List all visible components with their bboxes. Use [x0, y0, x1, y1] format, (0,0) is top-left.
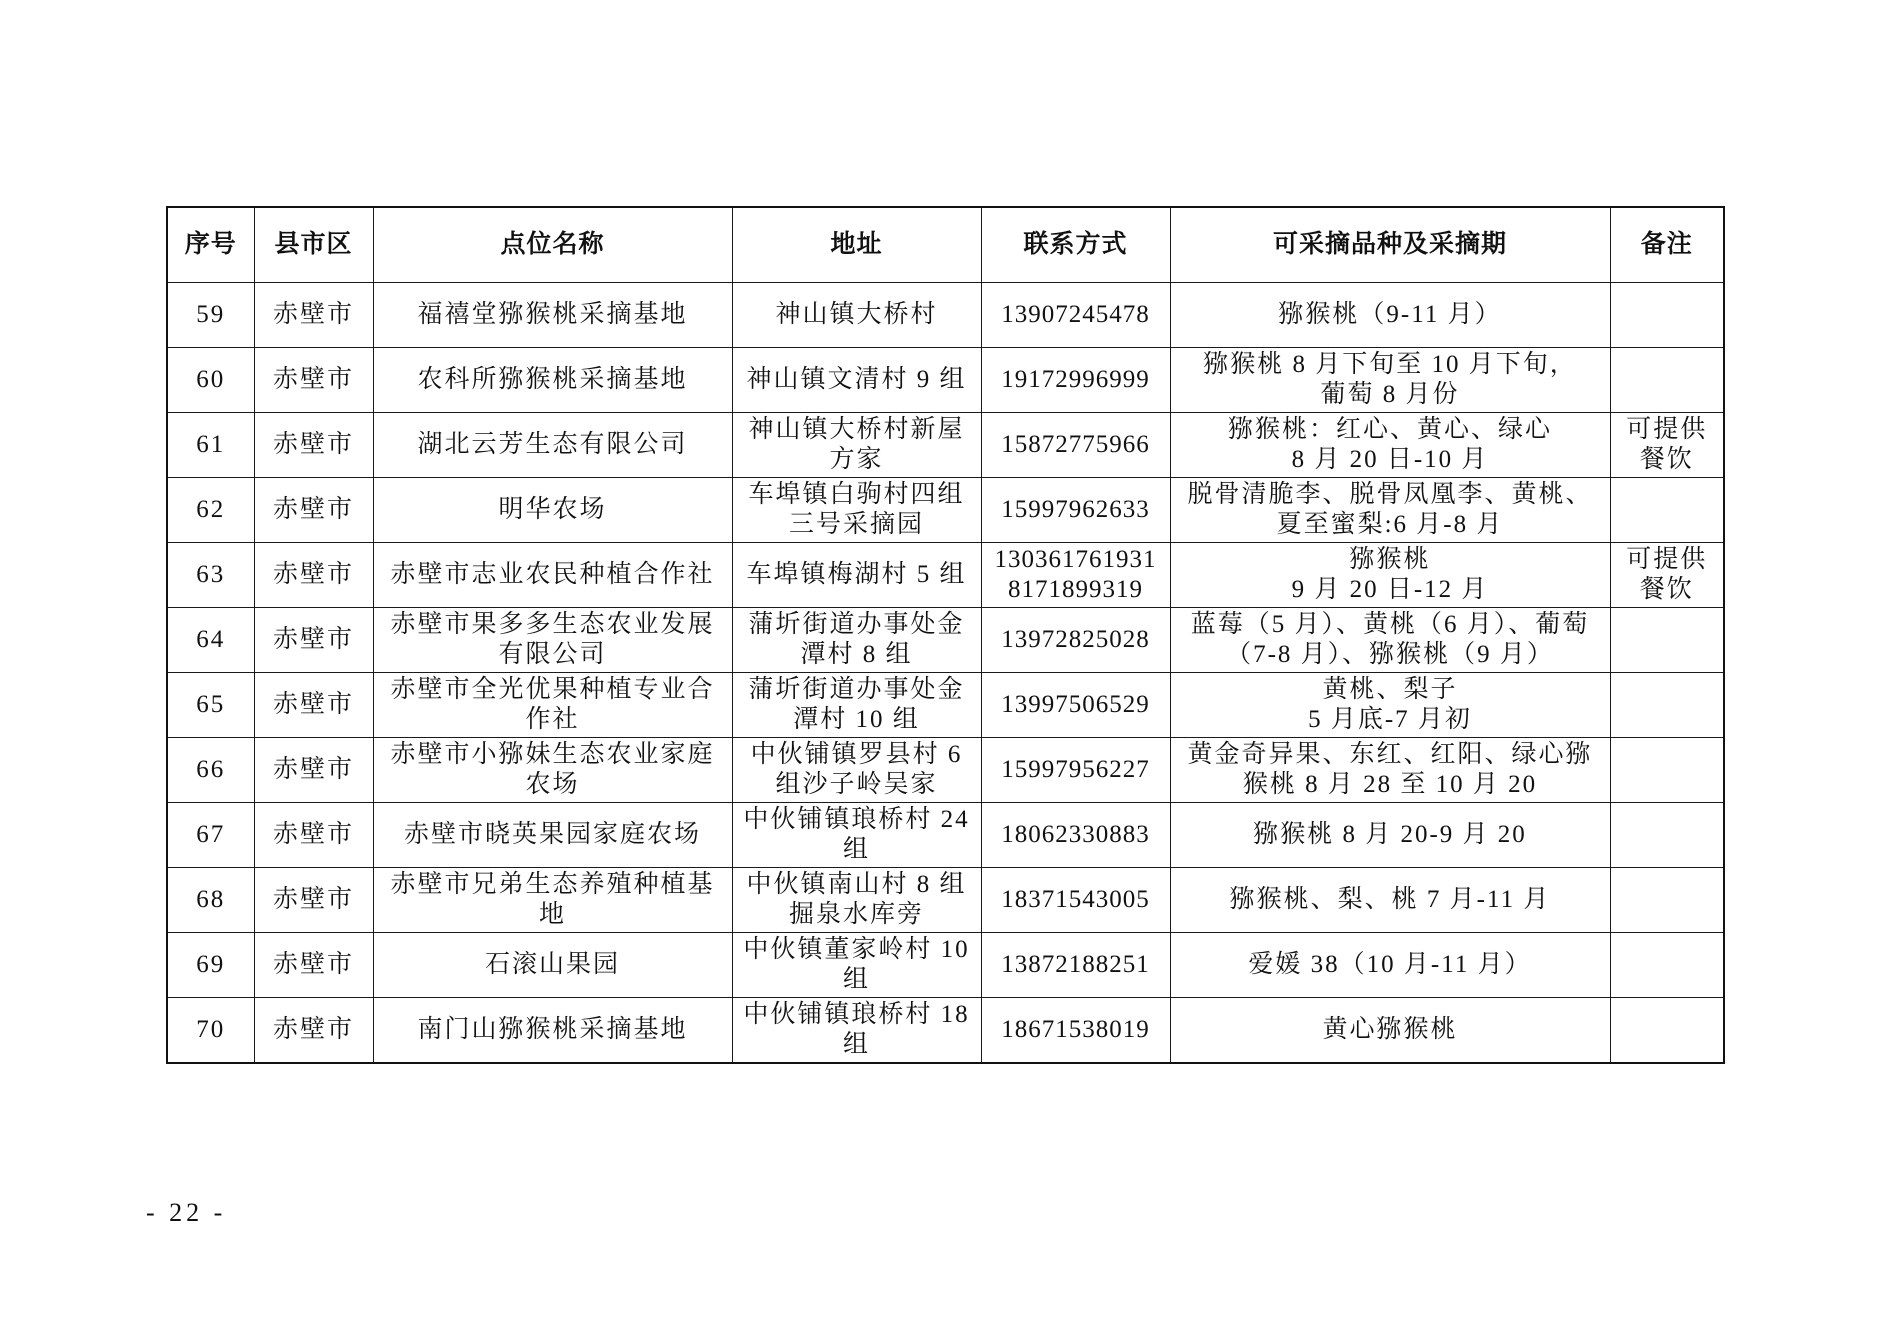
cell-remarks	[1610, 868, 1724, 933]
cell-contact: 15997962633	[981, 478, 1170, 543]
cell-site-name: 赤壁市果多多生态农业发展 有限公司	[373, 608, 732, 673]
header-row-number: 序号	[167, 207, 254, 283]
header-site-name: 点位名称	[373, 207, 732, 283]
cell-remarks	[1610, 348, 1724, 413]
cell-remarks	[1610, 933, 1724, 998]
cell-site-name: 赤壁市小猕妹生态农业家庭 农场	[373, 738, 732, 803]
cell-address: 中伙铺镇琅桥村 24 组	[732, 803, 981, 868]
cell-varieties-period: 蓝莓（5 月）、黄桃（6 月）、葡萄 （7-8 月）、猕猴桃（9 月）	[1170, 608, 1610, 673]
cell-row-number: 65	[167, 673, 254, 738]
cell-remarks	[1610, 673, 1724, 738]
header-varieties-period: 可采摘品种及采摘期	[1170, 207, 1610, 283]
cell-county: 赤壁市	[254, 933, 373, 998]
cell-address: 中伙铺镇罗县村 6 组沙子岭吴家	[732, 738, 981, 803]
cell-row-number: 66	[167, 738, 254, 803]
cell-contact: 13872188251	[981, 933, 1170, 998]
cell-address: 蒲圻街道办事处金 潭村 8 组	[732, 608, 981, 673]
cell-contact: 18062330883	[981, 803, 1170, 868]
cell-address: 车埠镇梅湖村 5 组	[732, 543, 981, 608]
cell-row-number: 60	[167, 348, 254, 413]
table-row	[167, 413, 1724, 478]
cell-address: 车埠镇白驹村四组 三号采摘园	[732, 478, 981, 543]
cell-county: 赤壁市	[254, 998, 373, 1064]
cell-site-name: 南门山猕猴桃采摘基地	[373, 998, 732, 1064]
cell-contact: 13972825028	[981, 608, 1170, 673]
cell-row-number: 64	[167, 608, 254, 673]
table-row	[167, 348, 1724, 413]
table-row	[167, 283, 1724, 348]
table-row	[167, 933, 1724, 998]
table-row	[167, 608, 1724, 673]
cell-site-name: 福禧堂猕猴桃采摘基地	[373, 283, 732, 348]
cell-remarks	[1610, 283, 1724, 348]
cell-contact: 18371543005	[981, 868, 1170, 933]
cell-contact: 13997506529	[981, 673, 1170, 738]
cell-county: 赤壁市	[254, 348, 373, 413]
cell-row-number: 69	[167, 933, 254, 998]
table-body	[167, 283, 1724, 1064]
table-row	[167, 998, 1724, 1064]
table-row	[167, 738, 1724, 803]
cell-county: 赤壁市	[254, 543, 373, 608]
header-contact: 联系方式	[981, 207, 1170, 283]
cell-remarks	[1610, 738, 1724, 803]
cell-county: 赤壁市	[254, 803, 373, 868]
cell-site-name: 农科所猕猴桃采摘基地	[373, 348, 732, 413]
cell-varieties-period: 爱媛 38（10 月-11 月）	[1170, 933, 1610, 998]
cell-varieties-period: 黄金奇异果、东红、红阳、绿心猕 猴桃 8 月 28 至 10 月 20	[1170, 738, 1610, 803]
cell-varieties-period: 脱骨清脆李、脱骨凤凰李、黄桃、 夏至蜜梨:6 月-8 月	[1170, 478, 1610, 543]
cell-varieties-period: 猕猴桃（9-11 月）	[1170, 283, 1610, 348]
header-address: 地址	[732, 207, 981, 283]
table-row	[167, 868, 1724, 933]
cell-row-number: 61	[167, 413, 254, 478]
cell-remarks: 可提供 餐饮	[1610, 543, 1724, 608]
cell-site-name: 湖北云芳生态有限公司	[373, 413, 732, 478]
cell-site-name: 赤壁市志业农民种植合作社	[373, 543, 732, 608]
table-row	[167, 673, 1724, 738]
cell-varieties-period: 猕猴桃 9 月 20 日-12 月	[1170, 543, 1610, 608]
cell-address: 神山镇文清村 9 组	[732, 348, 981, 413]
table-header	[167, 207, 1724, 283]
cell-county: 赤壁市	[254, 478, 373, 543]
cell-address: 中伙镇南山村 8 组 掘泉水库旁	[732, 868, 981, 933]
cell-row-number: 59	[167, 283, 254, 348]
cell-contact: 130361761931 8171899319	[981, 543, 1170, 608]
picking-sites-table	[166, 206, 1725, 1064]
cell-row-number: 70	[167, 998, 254, 1064]
cell-varieties-period: 猕猴桃、梨、桃 7 月-11 月	[1170, 868, 1610, 933]
cell-remarks	[1610, 478, 1724, 543]
cell-row-number: 63	[167, 543, 254, 608]
cell-county: 赤壁市	[254, 673, 373, 738]
cell-address: 蒲圻街道办事处金 潭村 10 组	[732, 673, 981, 738]
cell-remarks	[1610, 998, 1724, 1064]
table-row	[167, 543, 1724, 608]
cell-county: 赤壁市	[254, 413, 373, 478]
cell-site-name: 赤壁市晓英果园家庭农场	[373, 803, 732, 868]
cell-contact: 18671538019	[981, 998, 1170, 1064]
cell-varieties-period: 猕猴桃 8 月 20-9 月 20	[1170, 803, 1610, 868]
cell-address: 中伙镇董家岭村 10 组	[732, 933, 981, 998]
header-remarks: 备注	[1610, 207, 1724, 283]
cell-county: 赤壁市	[254, 868, 373, 933]
cell-varieties-period: 黄桃、梨子 5 月底-7 月初	[1170, 673, 1610, 738]
cell-site-name: 赤壁市兄弟生态养殖种植基 地	[373, 868, 732, 933]
cell-county: 赤壁市	[254, 738, 373, 803]
cell-contact: 19172996999	[981, 348, 1170, 413]
cell-remarks	[1610, 803, 1724, 868]
table-row	[167, 803, 1724, 868]
header-county: 县市区	[254, 207, 373, 283]
cell-address: 神山镇大桥村新屋 方家	[732, 413, 981, 478]
header-row	[167, 207, 1724, 283]
cell-varieties-period: 猕猴桃：红心、黄心、绿心 8 月 20 日-10 月	[1170, 413, 1610, 478]
cell-address: 神山镇大桥村	[732, 283, 981, 348]
cell-contact: 13907245478	[981, 283, 1170, 348]
cell-county: 赤壁市	[254, 608, 373, 673]
cell-address: 中伙铺镇琅桥村 18 组	[732, 998, 981, 1064]
cell-varieties-period: 黄心猕猴桃	[1170, 998, 1610, 1064]
table-row	[167, 478, 1724, 543]
cell-row-number: 62	[167, 478, 254, 543]
cell-row-number: 67	[167, 803, 254, 868]
cell-site-name: 石滚山果园	[373, 933, 732, 998]
cell-site-name: 明华农场	[373, 478, 732, 543]
cell-site-name: 赤壁市全光优果种植专业合 作社	[373, 673, 732, 738]
cell-contact: 15997956227	[981, 738, 1170, 803]
cell-remarks	[1610, 608, 1724, 673]
cell-remarks: 可提供 餐饮	[1610, 413, 1724, 478]
page-number: - 22 -	[146, 1198, 227, 1227]
cell-county: 赤壁市	[254, 283, 373, 348]
cell-row-number: 68	[167, 868, 254, 933]
cell-varieties-period: 猕猴桃 8 月下旬至 10 月下旬， 葡萄 8 月份	[1170, 348, 1610, 413]
cell-contact: 15872775966	[981, 413, 1170, 478]
